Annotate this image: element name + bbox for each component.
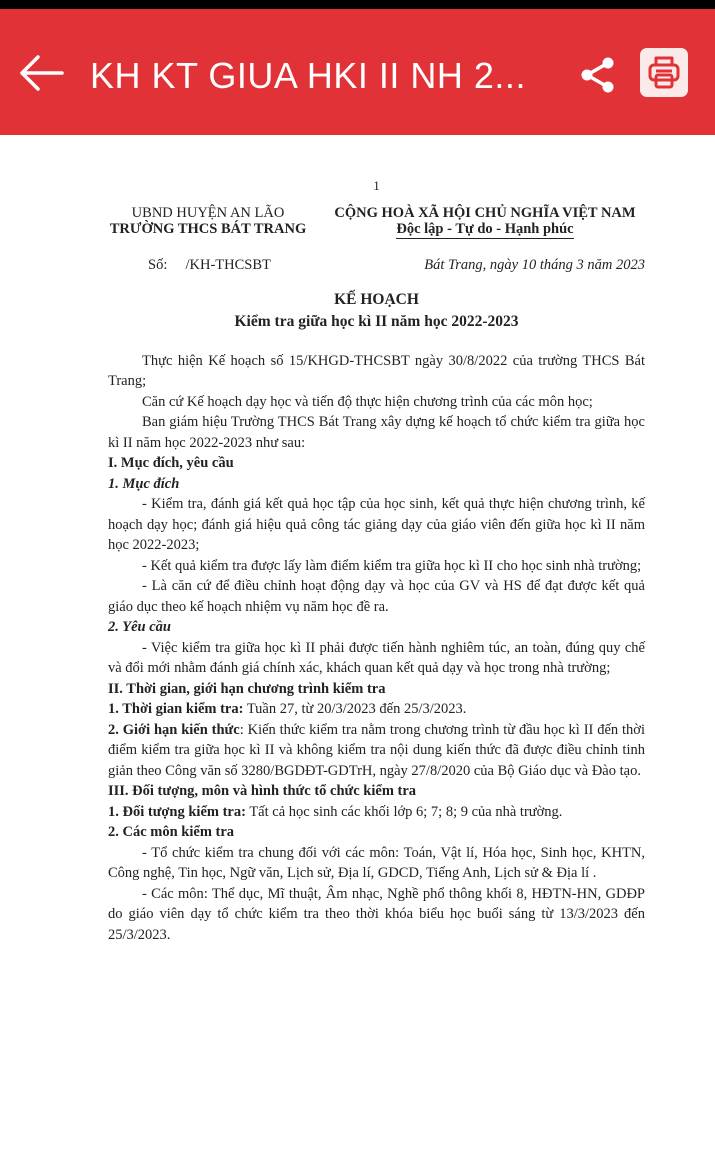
list-item: - Kết quả kiểm tra được lấy làm điểm kiểm tra giữa học kì II cho học sinh nhà trường; <box>142 557 642 574</box>
item-label: 2. Giới hạn kiến thức <box>108 721 240 738</box>
subsection-heading: 2. Các môn kiểm tra <box>108 824 235 840</box>
list-item: - Là căn cứ để điều chỉnh hoạt động dạy và học của GV và HS để đạt được kết quả giáo dục theo kế hoạch nhiệm vụ năm học đề ra. <box>108 578 645 615</box>
section-heading: I. Mục đích, yêu cầu <box>108 455 234 471</box>
number-value: /KH-THCSBT <box>185 256 271 273</box>
list-item: - Việc kiểm tra giữa học kì II phải được tiến hành nghiêm túc, an toàn, đúng quy chế và đổi mới nhằm đánh giá chính xác, khách quan kết quả dạy và học trong nhà trường; <box>108 639 645 676</box>
plan-title: KẾ HOẠCH <box>334 290 419 308</box>
document-page <box>108 176 645 945</box>
number-label: Số: <box>148 256 168 273</box>
status-bar <box>0 0 715 9</box>
list-item: - Tổ chức kiểm tra chung đối với các môn: Toán, Vật lí, Hóa học, Sinh học, KHTN, Công nghệ, Tin học, Ngữ văn, Lịch sử, Địa lí, GDCD, Tiếng Anh, Lịch sử & Địa lí . <box>108 844 645 881</box>
place-date: Bát Trang, ngày 10 tháng 3 năm 2023 <box>424 256 645 273</box>
document-title: KH KT GIUA HKI II NH 2... <box>90 55 526 96</box>
item-text: : Kiến thức kiểm tra nằm trong chương trình từ đầu học kì II đến thời điểm kiểm tra giữa học kì II và không kiểm tra nội dung kiến thức đã được điều chỉnh tinh giản theo Công văn số 3280/BGDĐT-GDTrH, ngày 27/8/2020 của Bộ Giáo dục và Đào tạo. <box>108 721 645 779</box>
plan-subtitle: Kiểm tra giữa học kì II năm học 2022-2023 <box>234 312 519 330</box>
subsection-heading: 2. Yêu cầu <box>108 619 171 635</box>
school-name: TRƯỜNG THCS BÁT TRANG <box>109 220 307 237</box>
share-icon[interactable] <box>578 55 618 95</box>
page-number: 1 <box>373 178 380 193</box>
document-header <box>108 205 645 237</box>
country-name: CỘNG HOÀ XÃ HỘI CHỦ NGHĨA VIỆT NAM <box>334 204 636 221</box>
intro-paragraph: Ban giám hiệu Trường THCS Bát Trang xây dựng kế hoạch tổ chức kiểm tra giữa học kì II năm học 2022-2023 như sau: <box>108 414 645 451</box>
back-arrow-icon[interactable] <box>18 51 66 95</box>
motto: Độc lập - Tự do - Hạnh phúc <box>396 220 574 237</box>
item-text: Tất cả học sinh các khối lớp 6; 7; 8; 9 của nhà trường. <box>245 803 563 820</box>
section-heading: II. Thời gian, giới hạn chương trình kiểm tra <box>108 680 386 697</box>
app-bar <box>0 9 715 135</box>
intro-paragraph: Thực hiện Kế hoạch số 15/KHGD-THCSBT ngày 30/8/2022 của trường THCS Bát Trang; <box>108 352 645 389</box>
printer-icon <box>640 48 688 97</box>
list-item: - Các môn: Thể dục, Mĩ thuật, Âm nhạc, Nghề phổ thông khối 8, HĐTN-HN, GDĐP do giáo viên dạy tổ chức kiểm tra theo thời khóa biểu học buổi sáng từ 13/3/2023 đến 25/3/2023. <box>108 885 645 943</box>
section-heading: III. Đối tượng, môn và hình thức tổ chức kiểm tra <box>108 783 417 799</box>
intro-paragraph: Căn cứ Kế hoạch dạy học và tiến độ thực hiện chương trình của các môn học; <box>142 393 593 410</box>
item-label: 1. Đối tượng kiểm tra: <box>108 803 246 820</box>
district-name: UBND HUYỆN AN LÃO <box>131 204 285 221</box>
item-text: Tuần 27, từ 20/3/2023 đến 25/3/2023. <box>243 701 467 717</box>
subsection-heading: 1. Mục đích <box>108 475 180 492</box>
print-button[interactable] <box>640 48 688 97</box>
item-label: 1. Thời gian kiểm tra: <box>108 701 244 717</box>
list-item: - Kiểm tra, đánh giá kết quả học tập của học sinh, kết quả thực hiện chương trình, kế hoạch dạy học; đánh giá hiệu quả công tác giảng dạy của giáo viên đến giữa học kì II năm học 2022-2023; <box>108 496 645 553</box>
